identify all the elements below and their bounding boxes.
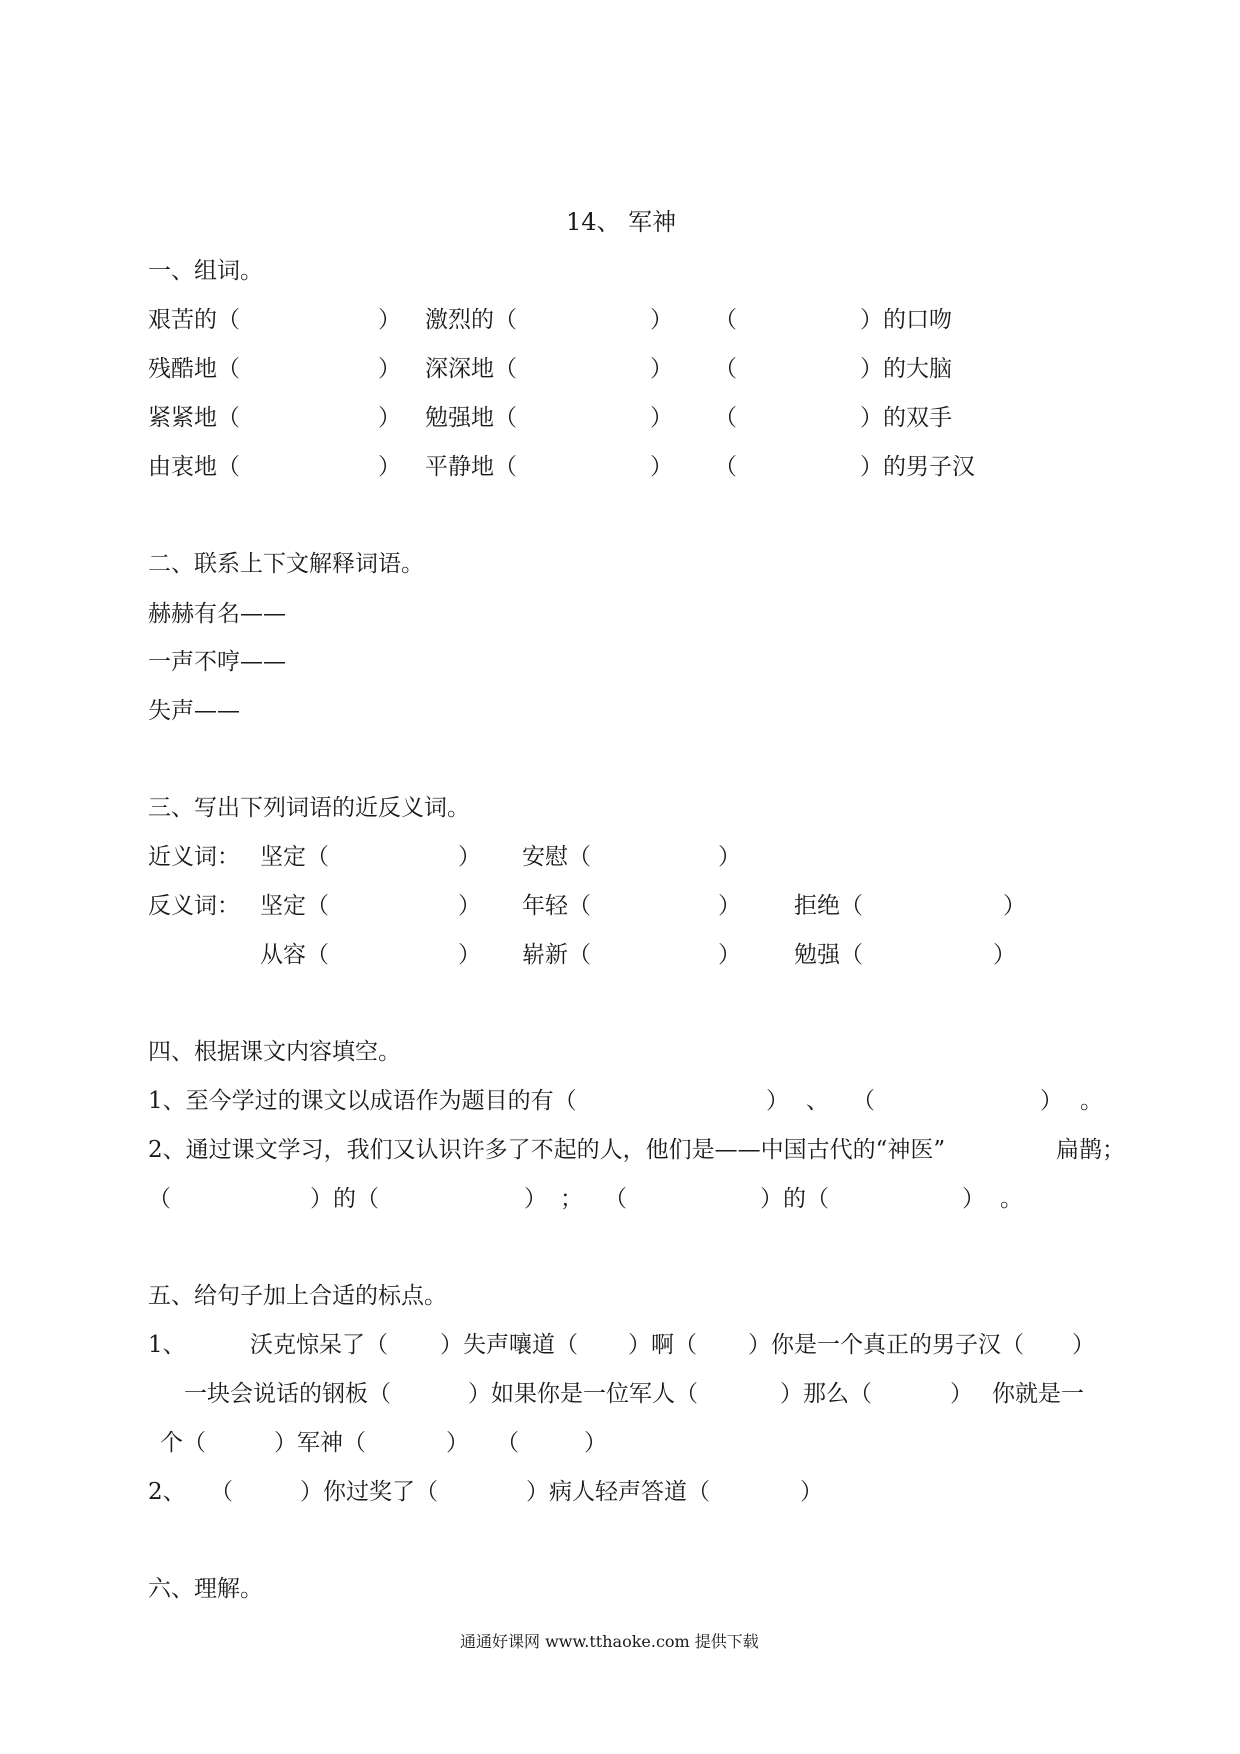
row-1-open-3: （ <box>714 307 737 333</box>
fill-q1-close: ） <box>1040 1088 1063 1114</box>
section-5-heading: 五、给句子加上合适的标点。 <box>148 1283 447 1309</box>
section-3-heading: 三、写出下列词语的近反义词。 <box>148 795 470 821</box>
antonym-word: 崭新（ <box>522 942 591 968</box>
explain-item: 赫赫有名—— <box>148 601 286 627</box>
explain-item: 一声不哼—— <box>148 649 286 675</box>
row-1-word-3: ）的口吻 <box>860 307 952 333</box>
section-2-heading: 二、联系上下文解释词语。 <box>148 551 424 577</box>
row-3-word-1: 紧紧地（ <box>148 405 240 431</box>
antonym-close: ） <box>993 942 1016 968</box>
section-1-heading: 一、组词。 <box>148 258 263 284</box>
row-4-open-3: （ <box>714 454 737 480</box>
row-2-open-3: （ <box>714 356 737 382</box>
row-4-close-2: ） <box>650 454 673 480</box>
antonym-close: ） <box>718 942 741 968</box>
fill-q1-comma: 、 <box>806 1088 829 1114</box>
synonym-label: 近义词： <box>148 844 240 870</box>
row-1-word-1: 艰苦的（ <box>148 307 240 333</box>
antonym-word: 勉强（ <box>794 942 863 968</box>
row-4-close-1: ） <box>378 454 401 480</box>
punct-q1-part: ） <box>1072 1332 1095 1358</box>
fill-q1-close: ） <box>766 1088 789 1114</box>
punct-q2-part: ） <box>800 1479 823 1505</box>
fill-q2-blank: ） <box>962 1186 985 1212</box>
fill-q2-blank: ）的（ <box>760 1186 829 1212</box>
punct-q1-part: 你就是一 <box>992 1381 1084 1407</box>
punct-q1-part: ） <box>584 1430 607 1456</box>
fill-q2-blank: （ <box>148 1186 171 1212</box>
antonym-word: 从容（ <box>260 942 329 968</box>
row-1-close-2: ） <box>650 307 673 333</box>
antonym-label: 反义词： <box>148 893 240 919</box>
row-3-open-3: （ <box>714 405 737 431</box>
punct-q1-part: 沃克惊呆了（ <box>250 1332 388 1358</box>
fill-q2-text-end: 扁鹊； <box>1056 1137 1125 1163</box>
fill-q1-text: 1、至今学过的课文以成语作为题目的有（ <box>148 1088 577 1114</box>
punct-q2-part: ）病人轻声答道（ <box>526 1479 710 1505</box>
punct-q1-part: ）啊（ <box>628 1332 697 1358</box>
punct-q2-part: （ <box>210 1479 233 1505</box>
row-4-word-3: ）的男子汉 <box>860 454 975 480</box>
synonym-close: ） <box>718 844 741 870</box>
antonym-close: ） <box>458 942 481 968</box>
punct-q1-part: 一块会说话的钢板（ <box>184 1381 391 1407</box>
synonym-word: 坚定（ <box>260 844 329 870</box>
page-title: 14、 军神 <box>566 208 677 236</box>
synonym-word: 安慰（ <box>522 844 591 870</box>
row-2-word-1: 残酷地（ <box>148 356 240 382</box>
punct-q1-part: ）军神（ <box>274 1430 366 1456</box>
antonym-close: ） <box>1003 893 1026 919</box>
section-4-heading: 四、根据课文内容填空。 <box>148 1039 401 1065</box>
punct-q2-number: 2、 <box>148 1479 186 1505</box>
punct-q1-part: ） <box>950 1381 973 1407</box>
antonym-word: 年轻（ <box>522 893 591 919</box>
row-1-close-1: ） <box>378 307 401 333</box>
punct-q1-part: ）那么（ <box>780 1381 872 1407</box>
punct-q2-part: ）你过奖了（ <box>300 1479 438 1505</box>
punct-q1-part: ）如果你是一位军人（ <box>468 1381 698 1407</box>
punct-q1-part: ）你是一个真正的男子汉（ <box>748 1332 1024 1358</box>
fill-q2-text: 2、通过课文学习，我们又认识许多了不起的人，他们是——中国古代的“神医” <box>148 1137 946 1163</box>
row-1-word-2: 激烈的（ <box>425 307 517 333</box>
row-3-word-2: 勉强地（ <box>425 405 517 431</box>
fill-q1-open: （ <box>852 1088 875 1114</box>
fill-q2-semicolon: ； <box>560 1186 583 1212</box>
fill-q2-blank: （ <box>604 1186 627 1212</box>
section-6-heading: 六、理解。 <box>148 1576 263 1602</box>
row-3-word-3: ）的双手 <box>860 405 952 431</box>
row-2-close-1: ） <box>378 356 401 382</box>
fill-q1-period: 。 <box>1080 1088 1103 1114</box>
punct-q1-part: ） <box>446 1430 469 1456</box>
row-3-close-1: ） <box>378 405 401 431</box>
antonym-word: 坚定（ <box>260 893 329 919</box>
punct-q1-part: 个（ <box>160 1430 206 1456</box>
page-footer: 通通好课网 www.tthaoke.com 提供下载 <box>460 1632 759 1651</box>
fill-q2-period: 。 <box>1000 1186 1023 1212</box>
antonym-close: ） <box>458 893 481 919</box>
row-4-word-1: 由衷地（ <box>148 454 240 480</box>
row-2-word-2: 深深地（ <box>425 356 517 382</box>
punct-q1-number: 1、 <box>148 1332 186 1358</box>
row-2-close-2: ） <box>650 356 673 382</box>
fill-q2-blank: ） <box>524 1186 547 1212</box>
row-2-word-3: ）的大脑 <box>860 356 952 382</box>
punct-q1-part: （ <box>496 1430 519 1456</box>
punct-q1-part: ）失声嚷道（ <box>440 1332 578 1358</box>
explain-item: 失声—— <box>148 698 240 724</box>
synonym-close: ） <box>458 844 481 870</box>
antonym-close: ） <box>718 893 741 919</box>
fill-q2-blank: ）的（ <box>310 1186 379 1212</box>
row-4-word-2: 平静地（ <box>425 454 517 480</box>
row-3-close-2: ） <box>650 405 673 431</box>
antonym-word: 拒绝（ <box>794 893 863 919</box>
